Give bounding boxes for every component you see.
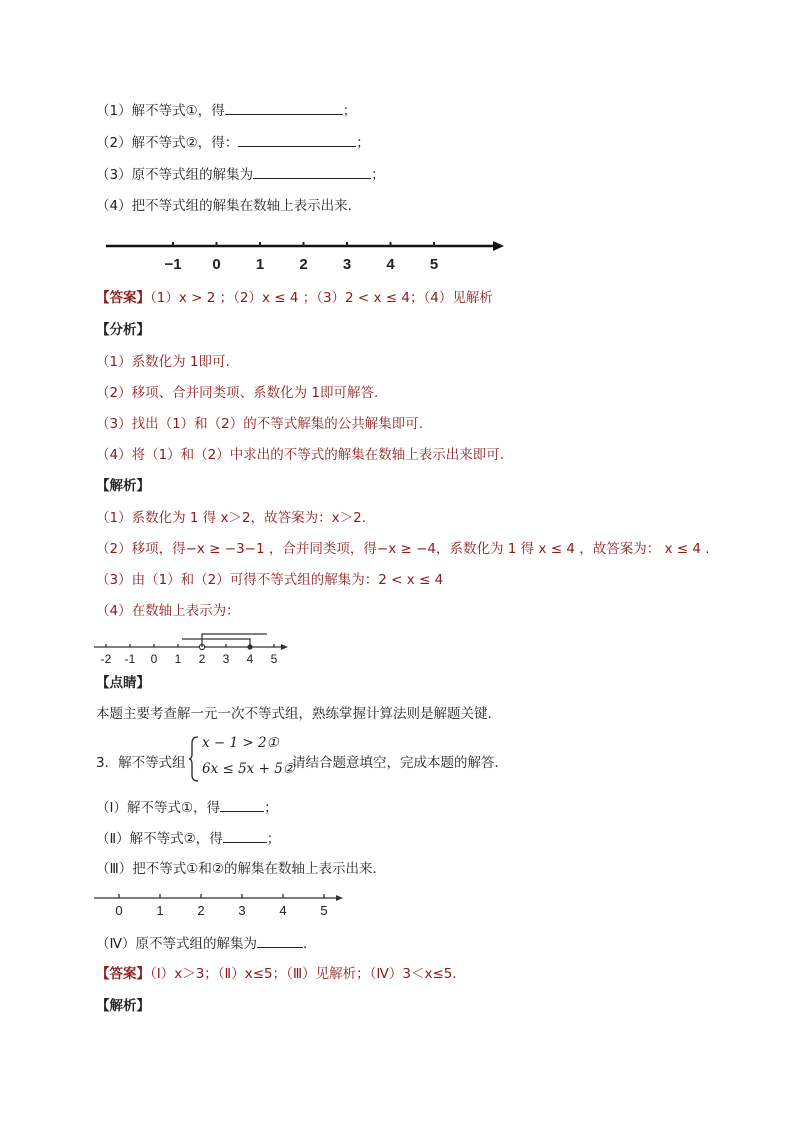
q3-item-4-end: ． bbox=[302, 936, 317, 952]
tick-label: 0 bbox=[115, 903, 123, 918]
q3-prefix: 3．解不等式组 bbox=[96, 755, 186, 771]
analysis-line: （2）移项、合并同类项、系数化为 1即可解答. bbox=[96, 385, 379, 401]
q3-item-2 bbox=[96, 828, 280, 849]
tick-label: 2 bbox=[197, 903, 205, 918]
q3-item-4-text: （Ⅳ）原不等式组的解集为 bbox=[96, 936, 257, 952]
number-line-3 bbox=[92, 888, 346, 922]
comment-text: 本题主要考查解一元一次不等式组，熟练掌握计算法则是解题关键. bbox=[96, 706, 492, 722]
solution-line: （4）在数轴上表示为： bbox=[96, 603, 240, 619]
answer-text: （Ⅰ）x＞3；（Ⅱ）x≤5；（Ⅲ）见解析；（Ⅳ）3＜x≤5． bbox=[150, 966, 466, 982]
q3-blank-4[interactable] bbox=[257, 933, 303, 948]
tick-label: 1 bbox=[255, 256, 265, 273]
tick-label: 5 bbox=[429, 256, 439, 273]
number-line-2 bbox=[92, 627, 292, 667]
q3-item-2-end: ； bbox=[266, 831, 281, 847]
comment-tag: 【点睛】 bbox=[96, 675, 150, 691]
answer-tag: 【答案】 bbox=[96, 290, 150, 306]
number-line-2-arrow bbox=[281, 644, 288, 650]
tick-label: 5 bbox=[270, 652, 278, 666]
bracket-x-gt-2 bbox=[202, 634, 267, 647]
solution-tag: 【解析】 bbox=[96, 998, 150, 1014]
bracket-x-le-4 bbox=[182, 639, 250, 647]
q3-suffix: 请结合题意填空，完成本题的解答． bbox=[292, 755, 508, 771]
tick-label: 4 bbox=[279, 903, 287, 918]
q2-blank-2[interactable] bbox=[238, 132, 356, 147]
q2-item-1-end: ； bbox=[342, 103, 357, 119]
number-line-1 bbox=[100, 234, 510, 276]
tick-label: 3 bbox=[342, 256, 352, 273]
q3-blank-1[interactable] bbox=[220, 797, 264, 812]
tick-label: 5 bbox=[320, 903, 328, 918]
solution-tag: 【解析】 bbox=[96, 478, 150, 494]
q2-blank-1[interactable] bbox=[225, 100, 343, 115]
q2-item-3 bbox=[96, 164, 385, 185]
tick-label: 0 bbox=[150, 652, 158, 666]
q2-item-2 bbox=[96, 132, 370, 153]
analysis-line: （1）系数化为 1即可. bbox=[96, 354, 230, 370]
tick-label: -1 bbox=[124, 652, 136, 666]
tick-label: −1 bbox=[164, 256, 182, 273]
analysis-line: （3）找出（1）和（2）的不等式解集的公共解集即可. bbox=[96, 416, 424, 432]
tick-label: 4 bbox=[246, 652, 254, 666]
tick-label: 0 bbox=[212, 256, 221, 273]
q3-answer bbox=[96, 964, 466, 984]
q2-item-4: （4）把不等式组的解集在数轴上表示出来. bbox=[96, 198, 352, 214]
q2-item-1-text: （1）解不等式①，得 bbox=[96, 103, 225, 119]
q3-inequality-2: 6x ≤ 5x + 5② bbox=[202, 761, 295, 777]
tick-label: 3 bbox=[238, 903, 246, 918]
tick-label: 3 bbox=[222, 652, 230, 666]
q2-item-2-end: ； bbox=[356, 135, 370, 151]
q3-item-1 bbox=[96, 797, 278, 818]
number-line-3-arrow bbox=[336, 895, 343, 901]
q2-item-3-end: ； bbox=[371, 167, 385, 183]
q3-item-3: （Ⅲ）把不等式①和②的解集在数轴上表示出来． bbox=[96, 861, 387, 877]
tick-label: 1 bbox=[156, 903, 164, 918]
solution-line: （3）由（1）和（2）可得不等式组的解集为：2 < x ≤ 4 bbox=[96, 572, 444, 588]
q2-item-1 bbox=[96, 100, 356, 121]
q2-answer bbox=[96, 288, 493, 308]
answer-tag: 【答案】 bbox=[96, 966, 150, 982]
tick-label: -2 bbox=[100, 652, 112, 666]
q3-item-1-end: ； bbox=[264, 800, 278, 816]
solution-line: （2）移项，得−x ≥ −3−1 ，合并同类项，得−x ≥ −4，系数化为 1 得 x ≤ 4 ，故答案为： x ≤ 4 . bbox=[96, 541, 710, 557]
q2-blank-3[interactable] bbox=[253, 164, 371, 179]
answer-text: （1）x > 2 ；（2）x ≤ 4 ；（3）2 < x ≤ 4；（4）见解析 bbox=[150, 290, 493, 306]
tick-label: 2 bbox=[198, 652, 206, 666]
left-brace-icon bbox=[188, 735, 200, 783]
number-line-1-arrow bbox=[493, 241, 504, 251]
solution-line: （1）系数化为 1 得 x＞2，故答案为：x＞2. bbox=[96, 510, 366, 526]
q3-item-4 bbox=[96, 933, 316, 954]
analysis-line: （4）将（1）和（2）中求出的不等式的解集在数轴上表示出来即可. bbox=[96, 447, 505, 463]
tick-label: 1 bbox=[174, 652, 182, 666]
q2-item-3-text: （3）原不等式组的解集为 bbox=[96, 167, 254, 183]
tick-label: 4 bbox=[386, 256, 395, 273]
q3-item-1-text: （Ⅰ）解不等式①，得 bbox=[96, 800, 221, 816]
analysis-tag: 【分析】 bbox=[96, 322, 150, 338]
q3-inequality-1: x − 1 > 2① bbox=[202, 735, 279, 751]
q2-item-2-text: （2）解不等式②，得： bbox=[96, 135, 239, 151]
q3-blank-2[interactable] bbox=[223, 828, 267, 843]
tick-label: 2 bbox=[299, 256, 308, 273]
q3-item-2-text: （Ⅱ）解不等式②，得 bbox=[96, 831, 223, 847]
